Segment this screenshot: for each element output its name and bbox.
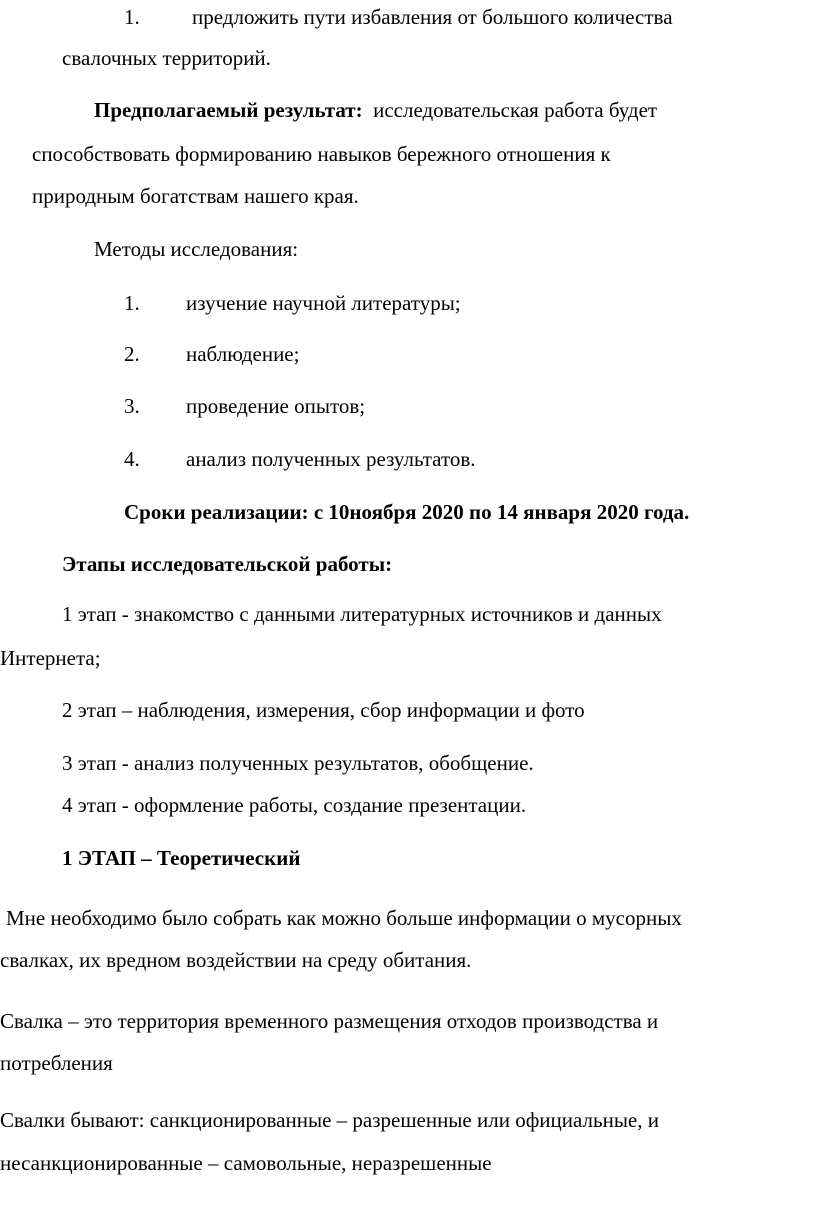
method-number: 2. — [124, 342, 140, 366]
goal-item-text-line2: свалочных территорий. — [62, 46, 271, 70]
expected-result-line1: исследовательская работа будет — [373, 98, 658, 122]
method-number: 3. — [124, 394, 140, 418]
stage-2: 2 этап – наблюдения, измерения, сбор информации и фото — [62, 698, 585, 722]
method-text: наблюдение; — [186, 342, 300, 366]
expected-result-line2: способствовать формированию навыков бережного отношения к — [32, 142, 611, 166]
methods-heading: Методы исследования: — [94, 237, 299, 261]
method-text: изучение научной литературы; — [186, 291, 461, 315]
goal-item-number: 1. — [124, 5, 140, 29]
stage-1-line1: 1 этап - знакомство с данными литературных источников и данных — [62, 602, 662, 626]
deadlines: Сроки реализации: с 10ноября 2020 по 14 января 2020 года. — [124, 500, 690, 524]
method-number: 1. — [124, 291, 140, 315]
paragraph-3-line2: несанкционированные – самовольные, неразрешенные — [0, 1151, 492, 1175]
paragraph-1-line2: свалках, их вредном воздействии на среду обитания. — [0, 948, 472, 972]
method-number: 4. — [124, 447, 140, 471]
method-text: проведение опытов; — [186, 394, 366, 418]
expected-result-label: Предполагаемый результат: — [94, 98, 363, 122]
expected-result-paragraph — [94, 98, 657, 123]
stage-3: 3 этап - анализ полученных результатов, обобщение. — [62, 751, 534, 775]
method-text: анализ полученных результатов. — [186, 447, 476, 471]
paragraph-2-line2: потребления — [0, 1051, 113, 1075]
stages-heading: Этапы исследовательской работы: — [62, 552, 393, 576]
expected-result-line3: природным богатствам нашего края. — [32, 184, 359, 208]
paragraph-2-line1: Свалка – это территория временного размещения отходов производства и — [0, 1009, 659, 1033]
paragraph-3-line1: Свалки бывают: санкционированные – разрешенные или официальные, и — [0, 1108, 659, 1132]
goal-item-text-line1: предложить пути избавления от большого количества — [192, 5, 673, 29]
stage-1-line2: Интернета; — [0, 646, 101, 670]
stage-1-section-heading: 1 ЭТАП – Теоретический — [62, 846, 301, 870]
stage-4: 4 этап - оформление работы, создание презентации. — [62, 793, 527, 817]
paragraph-1-line1: Мне необходимо было собрать как можно больше информации о мусорных — [6, 906, 682, 930]
